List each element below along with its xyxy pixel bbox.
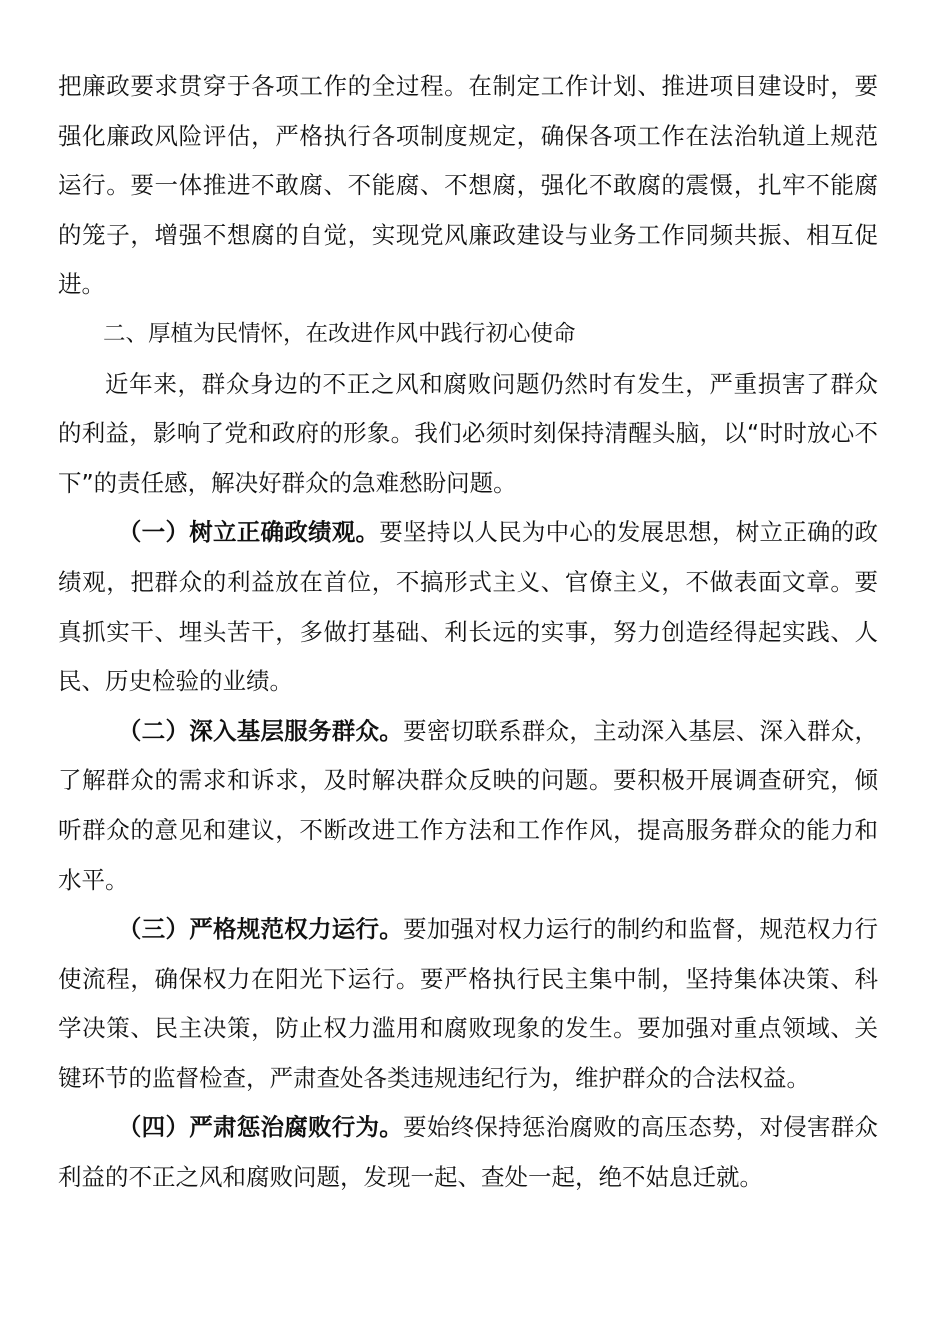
subsection-one [58, 508, 878, 706]
subsection-two-title: （二）深入基层服务群众。 [117, 716, 404, 745]
subsection-two [58, 707, 878, 905]
subsection-one-body: 要坚持以人民为中心的发展思想，树立正确的政绩观，把群众的利益放在首位，不搞形式主义、官僚主义，不做表面文章。要真抓实干、埋头苦干，多做打基础、利长远的实事，努力创造经得起实践、人民、历史检验的业绩。 [58, 518, 879, 696]
paragraph-integrity-requirements: 把廉政要求贯穿于各项工作的全过程。在制定工作计划、推进项目建设时，要强化廉政风险评估，严格执行各项制度规定，确保各项工作在法治轨道上规范运行。要一体推进不敢腐、不能腐、不想腐，强化不敢腐的震慑，扎牢不能腐的笼子，增强不想腐的自觉，实现党风廉政建设与业务工作同频共振、相互促进。 [58, 72, 878, 299]
subsection-four-body: 要始终保持惩治腐败的高压态势，对侵害群众利益的不正之风和腐败问题，发现一起、查处一起，绝不姑息迁就。 [58, 1113, 879, 1192]
subsection-three [58, 905, 878, 1103]
subsection-four [58, 1103, 878, 1202]
paragraph-intro-section-two: 近年来，群众身边的不正之风和腐败问题仍然时有发生，严重损害了群众的利益，影响了党和政府的形象。我们必须时刻保持清醒头脑，以“时时放心不下”的责任感，解决好群众的急难愁盼问题。 [58, 369, 878, 497]
subsection-four-title: （四）严肃惩治腐败行为。 [117, 1113, 404, 1142]
subsection-one-title: （一）树立正确政绩观。 [117, 518, 380, 547]
subsection-two-body: 要密切联系群众，主动深入基层、深入群众，了解群众的需求和诉求，及时解决群众反映的问题。要积极开展调查研究，倾听群众的意见和建议，不断改进工作方法和工作作风，提高服务群众的能力和水平。 [58, 716, 879, 894]
section-heading-two: 二、厚植为民情怀，在改进作风中践行初心使命 [103, 320, 576, 347]
subsection-three-body: 要加强对权力运行的制约和监督，规范权力行使流程，确保权力在阳光下运行。要严格执行民主集中制，坚持集体决策、科学决策、民主决策，防止权力滥用和腐败现象的发生。要加强对重点领域、关键环节的监督检查，严肃查处各类违规违纪行为，维护群众的合法权益。 [58, 915, 879, 1092]
document-page [58, 62, 878, 1203]
subsection-three-title: （三）严格规范权力运行。 [117, 915, 404, 944]
